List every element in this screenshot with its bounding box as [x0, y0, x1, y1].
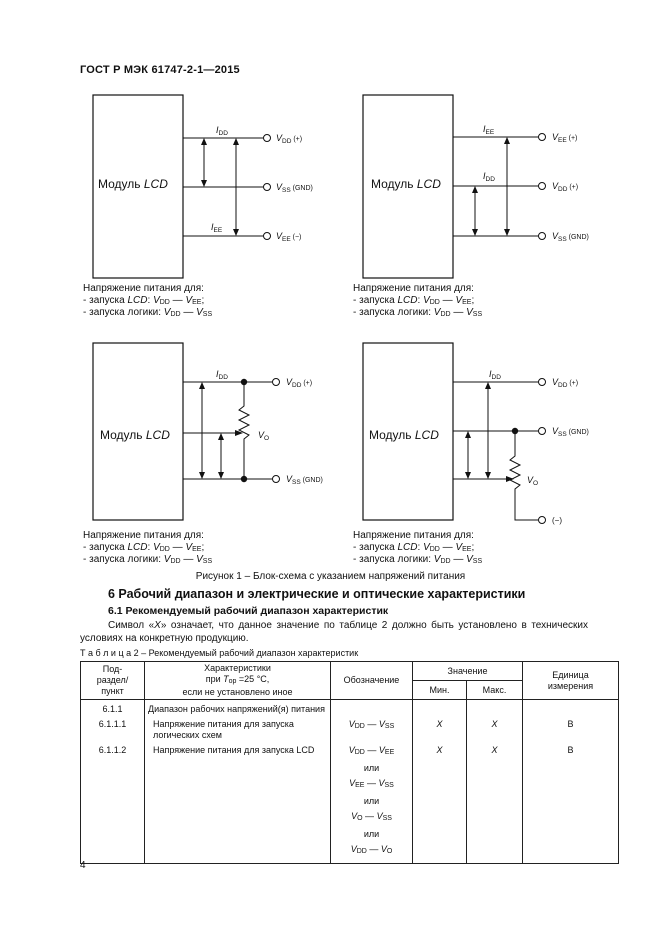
- diagram-b-svg: [350, 90, 610, 280]
- table-header-row: [81, 662, 619, 681]
- table-caption: Т а б л и ц а 2 – Рекомендуемый рабочий диапазон характеристик: [80, 648, 359, 658]
- row-unit: В: [523, 716, 619, 742]
- terminal-label-2: $V_{SS}$ $^{(GND)}$: [552, 426, 589, 438]
- header-characteristics: Характеристики при Top =25 °С, если не установлено иное: [145, 662, 331, 700]
- table-row: [81, 700, 619, 717]
- diagram-a-caption-line2: - запуска LCD: VDD — VEE;: [83, 295, 205, 306]
- terminal: [539, 379, 546, 386]
- header-unit: Единица измерения: [523, 662, 619, 700]
- terminal: [539, 183, 546, 190]
- row-min: [413, 700, 467, 717]
- lcd-module-label: Модуль LCD: [98, 177, 168, 191]
- page-number: 4: [80, 860, 86, 871]
- header-max: Макс.: [467, 681, 523, 700]
- header-symbol: Обозначение: [331, 662, 413, 700]
- terminal: [539, 428, 546, 435]
- lcd-module-label: Модуль LCD: [371, 177, 441, 191]
- header-subsection: Под- раздел/ пункт: [81, 662, 145, 700]
- figure-caption: Рисунок 1 – Блок-схема с указанием напряжений питания: [195, 571, 466, 582]
- terminal-label-3: $V_{EE}$ (−): [276, 231, 302, 243]
- row-number: 6.1.1: [81, 700, 145, 717]
- current-label-bottom: $I_{DD}$: [483, 171, 495, 183]
- diagram-b-caption-line1: Напряжение питания для:: [353, 283, 474, 294]
- table-row: [81, 716, 619, 742]
- section-title: 6 Рабочий диапазон и электрические и оптические характеристики: [108, 587, 526, 601]
- row-symbol: VDD — VSS: [331, 716, 413, 742]
- diagram-a-caption-line1: Напряжение питания для:: [83, 283, 204, 294]
- document-header: ГОСТ Р МЭК 61747-2-1—2015: [80, 64, 240, 76]
- terminal-label-1: $V_{DD}$ (+): [276, 133, 303, 145]
- terminal: [264, 233, 271, 240]
- diagram-a-caption-line3: - запуска логики: VDD — VSS: [83, 307, 213, 318]
- terminal-label-3: (−): [552, 516, 562, 525]
- row-min: X: [413, 742, 467, 863]
- diagram-a-svg: [80, 90, 340, 280]
- diagram-block-d: [350, 338, 610, 528]
- vo-label: $V_O$: [258, 430, 270, 442]
- diagram-c-caption-line2: - запуска LCD: VDD — VEE;: [83, 542, 205, 553]
- row-min: X: [413, 716, 467, 742]
- row-max: X: [467, 742, 523, 863]
- potentiometer: [510, 431, 538, 520]
- terminal: [539, 233, 546, 240]
- header-min: Мин.: [413, 681, 467, 700]
- vo-label: $V_O$: [527, 475, 539, 487]
- diagram-d-svg: [350, 338, 610, 528]
- terminal: [539, 134, 546, 141]
- table-row: [81, 742, 619, 863]
- current-label-top: $I_{DD}$: [216, 369, 228, 381]
- lcd-module-label: Модуль LCD: [369, 428, 439, 442]
- terminal-label-1: $V_{DD}$ (+): [286, 377, 313, 389]
- diagram-b-caption-line3: - запуска логики: VDD — VSS: [353, 307, 483, 318]
- terminal-label-3: $V_{SS}$ $^{(GND)}$: [552, 231, 589, 243]
- diagram-c-caption-line3: - запуска логики: VDD — VSS: [83, 554, 213, 565]
- lcd-module-label: Модуль LCD: [100, 428, 170, 442]
- row-max: X: [467, 716, 523, 742]
- diagram-block-a: [80, 90, 340, 280]
- current-label-bottom: $I_{EE}$: [211, 222, 223, 234]
- diagram-d-caption-line2: - запуска LCD: VDD — VEE;: [353, 542, 475, 553]
- header-value: Значение: [413, 662, 523, 681]
- row-text: Напряжение питания для запуска LCD: [145, 742, 331, 863]
- diagram-c-svg: [80, 338, 340, 528]
- current-label-top: $I_{EE}$: [483, 124, 495, 136]
- terminal: [273, 379, 280, 386]
- row-number: 6.1.1.1: [81, 716, 145, 742]
- terminal-label-2: $V_{SS}$ $^{(GND)}$: [286, 474, 323, 486]
- body-paragraph: Символ «X» означает, что данное значение по таблице 2 должно быть установлено в технических условиях на конкретную продукцию.: [80, 620, 588, 644]
- terminal-label-1: $V_{EE}$ (+): [552, 132, 578, 144]
- diagram-d-caption-line3: - запуска логики: VDD — VSS: [353, 554, 483, 565]
- current-label-top: $I_{DD}$: [489, 369, 501, 381]
- row-text: Напряжение питания для запуска логических схем: [145, 716, 331, 742]
- terminal: [539, 517, 546, 524]
- characteristics-table: [80, 661, 619, 864]
- potentiometer: [239, 382, 249, 479]
- diagram-block-b: [350, 90, 610, 280]
- diagram-c-caption-line1: Напряжение питания для:: [83, 530, 204, 541]
- terminal: [264, 135, 271, 142]
- terminal: [273, 476, 280, 483]
- terminal-label-2: $V_{DD}$ (+): [552, 181, 579, 193]
- row-number: 6.1.1.2: [81, 742, 145, 863]
- current-label-top: $I_{DD}$: [216, 125, 228, 137]
- row-max: [467, 700, 523, 717]
- row-symbol: [331, 700, 413, 717]
- diagram-b-caption-line2: - запуска LCD: VDD — VEE;: [353, 295, 475, 306]
- terminal-label-1: $V_{DD}$ (+): [552, 377, 579, 389]
- row-text: Диапазон рабочих напряжений(я) питания: [145, 700, 331, 717]
- terminal: [264, 184, 271, 191]
- terminal-label-2: $V_{SS}$ $^{(GND)}$: [276, 182, 313, 194]
- subsection-title: 6.1 Рекомендуемый рабочий диапазон характеристик: [108, 605, 389, 617]
- row-unit: В: [523, 742, 619, 863]
- row-unit: [523, 700, 619, 717]
- row-symbol: VDD — VEE или VEE — VSS или VO — VSS или VDD — VO: [331, 742, 413, 863]
- diagram-block-c: [80, 338, 340, 528]
- diagram-d-caption-line1: Напряжение питания для:: [353, 530, 474, 541]
